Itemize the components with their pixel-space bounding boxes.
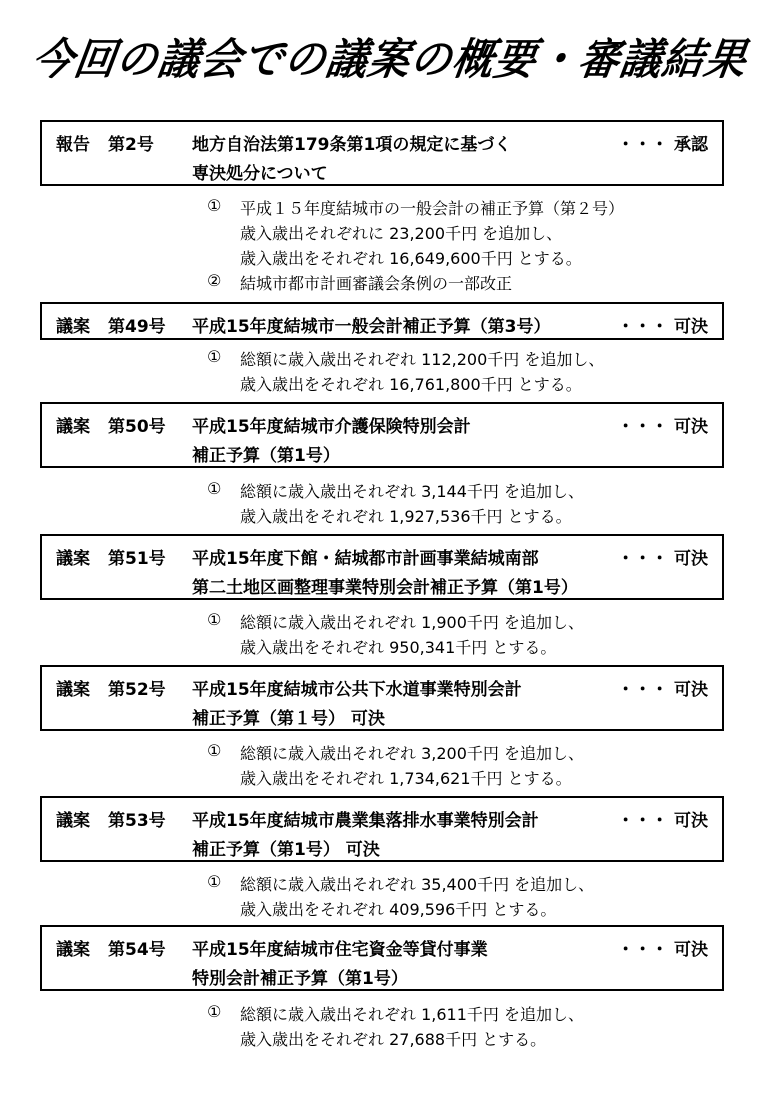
agenda-item-header-bill-53: [40, 796, 724, 862]
item-number: 第2号: [108, 135, 154, 155]
detail-line: 総額に歳入歳出それぞれ 1,900千円 を追加し、: [240, 613, 584, 632]
item-title-line1: 地方自治法第179条第1項の規定に基づく: [192, 135, 512, 155]
item-result: ・・・ 可決: [617, 317, 708, 337]
item-number: 第52号: [108, 680, 166, 700]
item-number: 第50号: [108, 417, 166, 437]
page-title: 今回の議会での議案の概要・審議結果: [28, 33, 751, 85]
item-title-line2: 第二土地区画整理事業特別会計補正予算（第1号）: [192, 578, 578, 598]
item-number: 第49号: [108, 317, 166, 337]
detail-line: 歳入歳出をそれぞれ 950,341千円 とする。: [240, 638, 557, 657]
detail-line: 歳入歳出それぞれに 23,200千円 を追加し、: [240, 224, 563, 243]
item-result: ・・・ 可決: [617, 417, 708, 437]
item-type: 議案: [56, 549, 90, 569]
item-title-line1: 平成15年度結城市一般会計補正予算（第3号）: [192, 317, 551, 337]
agenda-item-header-bill-52: [40, 665, 724, 731]
detail-line: 歳入歳出をそれぞれ 1,927,536千円 とする。: [240, 507, 572, 526]
detail-line: 総額に歳入歳出それぞれ 1,611千円 を追加し、: [240, 1005, 584, 1024]
item-title-line2: 専決処分について: [192, 164, 328, 184]
detail-line: 平成１５年度結城市の一般会計の補正予算（第２号）: [240, 199, 625, 218]
item-title-line2: 補正予算（第1号）: [192, 446, 340, 466]
item-result: ・・・ 可決: [617, 811, 708, 831]
item-title-line2: 特別会計補正予算（第1号）: [192, 969, 408, 989]
agenda-item-header-bill-49: [40, 302, 724, 340]
agenda-item-header-bill-50: [40, 402, 724, 468]
item-type: 報告: [56, 135, 90, 155]
detail-line: 結城市都市計画審議会条例の一部改正: [240, 274, 513, 293]
agenda-item-header-bill-51: [40, 534, 724, 600]
item-title-line2: 補正予算（第1号） 可決: [192, 840, 380, 860]
item-title-line1: 平成15年度結城市農業集落排水事業特別会計: [192, 811, 539, 831]
item-number: 第51号: [108, 549, 166, 569]
item-type: 議案: [56, 680, 90, 700]
detail-mark: ①: [207, 479, 222, 498]
detail-line: 総額に歳入歳出それぞれ 112,200千円 を追加し、: [240, 350, 605, 369]
item-type: 議案: [56, 317, 90, 337]
detail-line: 歳入歳出をそれぞれ 16,649,600千円 とする。: [240, 249, 582, 268]
item-title-line1: 平成15年度結城市公共下水道事業特別会計: [192, 680, 522, 700]
item-title-line1: 平成15年度結城市住宅資金等貸付事業: [192, 940, 488, 960]
item-result: ・・・ 可決: [617, 940, 708, 960]
detail-mark: ①: [207, 196, 222, 215]
detail-mark: ①: [207, 347, 222, 366]
item-result: ・・・ 可決: [617, 680, 708, 700]
detail-line: 歳入歳出をそれぞれ 16,761,800千円 とする。: [240, 375, 582, 394]
item-title-line2: 補正予算（第１号） 可決: [192, 709, 385, 729]
agenda-item-header-report-2: [40, 120, 724, 186]
detail-line: 総額に歳入歳出それぞれ 3,144千円 を追加し、: [240, 482, 584, 501]
detail-line: 歳入歳出をそれぞれ 409,596千円 とする。: [240, 900, 557, 919]
item-number: 第54号: [108, 940, 166, 960]
detail-mark: ①: [207, 872, 222, 891]
item-title-line1: 平成15年度結城市介護保険特別会計: [192, 417, 471, 437]
detail-mark: ①: [207, 1002, 222, 1021]
item-result: ・・・ 承認: [617, 135, 708, 155]
agenda-item-header-bill-54: [40, 925, 724, 991]
item-result: ・・・ 可決: [617, 549, 708, 569]
detail-line: 歳入歳出をそれぞれ 27,688千円 とする。: [240, 1030, 547, 1049]
item-title-line1: 平成15年度下館・結城都市計画事業結城南部: [192, 549, 539, 569]
detail-line: 歳入歳出をそれぞれ 1,734,621千円 とする。: [240, 769, 572, 788]
item-type: 議案: [56, 417, 90, 437]
item-number: 第53号: [108, 811, 166, 831]
detail-line: 総額に歳入歳出それぞれ 3,200千円 を追加し、: [240, 744, 584, 763]
detail-line: 総額に歳入歳出それぞれ 35,400千円 を追加し、: [240, 875, 595, 894]
detail-mark: ①: [207, 741, 222, 760]
detail-mark: ①: [207, 610, 222, 629]
detail-mark: ②: [207, 271, 222, 290]
item-type: 議案: [56, 811, 90, 831]
item-type: 議案: [56, 940, 90, 960]
